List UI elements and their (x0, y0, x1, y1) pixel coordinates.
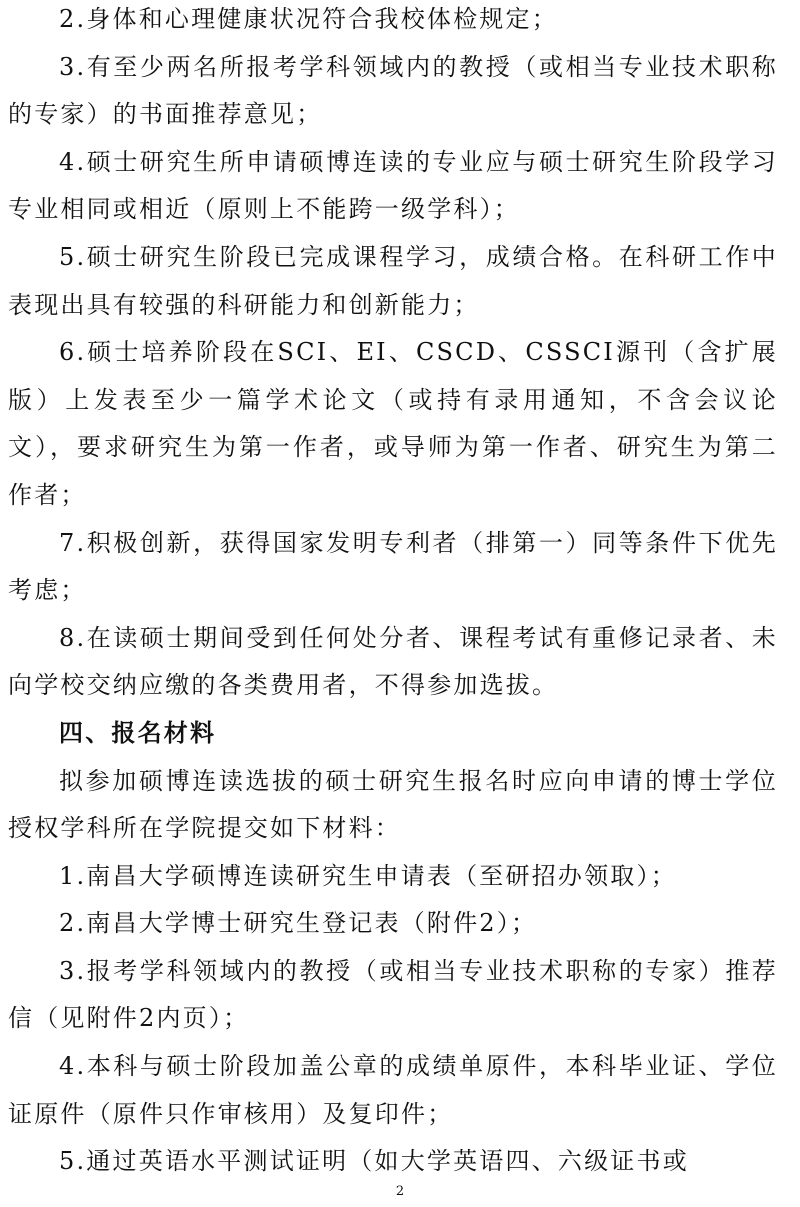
materials-intro: 拟参加硕博连读选拔的硕士研究生报名时应向申请的博士学位授权学科所在学院提交如下材料： (8, 766, 778, 843)
requirement-3: 3.有至少两名所报考学科领域内的教授（或相当专业技术职称的专家）的书面推荐意见； (8, 52, 778, 129)
requirement-5: 5.硕士研究生阶段已完成课程学习，成绩合格。在科研工作中表现出具有较强的科研能力和创新能力； (8, 242, 778, 319)
requirement-7: 7.积极创新，获得国家发明专利者（排第一）同等条件下优先考虑； (8, 528, 778, 605)
requirement-8: 8.在读硕士期间受到任何处分者、课程考试有重修记录者、未向学校交纳应缴的各类费用者，不得参加选拔。 (8, 623, 778, 700)
page-number: 2 (395, 1184, 405, 1199)
material-3: 3.报考学科领域内的教授（或相当专业技术职称的专家）推荐信（见附件2内页）； (8, 956, 778, 1033)
document-body (8, 0, 778, 1186)
material-5: 5.通过英语水平测试证明（如大学英语四、六级证书或 (59, 1147, 689, 1176)
material-1: 1.南昌大学硕博连读研究生申请表（至研招办领取）； (59, 861, 677, 890)
material-4: 4.本科与硕士阶段加盖公章的成绩单原件，本科毕业证、学位证原件（原件只作审核用）及复印件； (8, 1052, 778, 1128)
requirement-2: 2.身体和心理健康状况符合我校体检规定； (59, 5, 558, 33)
material-2: 2.南昌大学博士研究生登记表（附件2）； (59, 909, 538, 938)
requirement-6: 6.硕士培养阶段在SCI、EI、CSCD、CSSCI源刊（含扩展版）上发表至少一篇学术论文（或持有录用通知，不含会议论文），要求研究生为第一作者，或导师为第一作者、研究生为第二作者； (8, 338, 778, 509)
requirement-4: 4.硕士研究生所申请硕博连读的专业应与硕士研究生阶段学习专业相同或相近（原则上不能跨一级学科）； (8, 147, 778, 224)
section-heading: 四、报名材料 (59, 718, 217, 747)
